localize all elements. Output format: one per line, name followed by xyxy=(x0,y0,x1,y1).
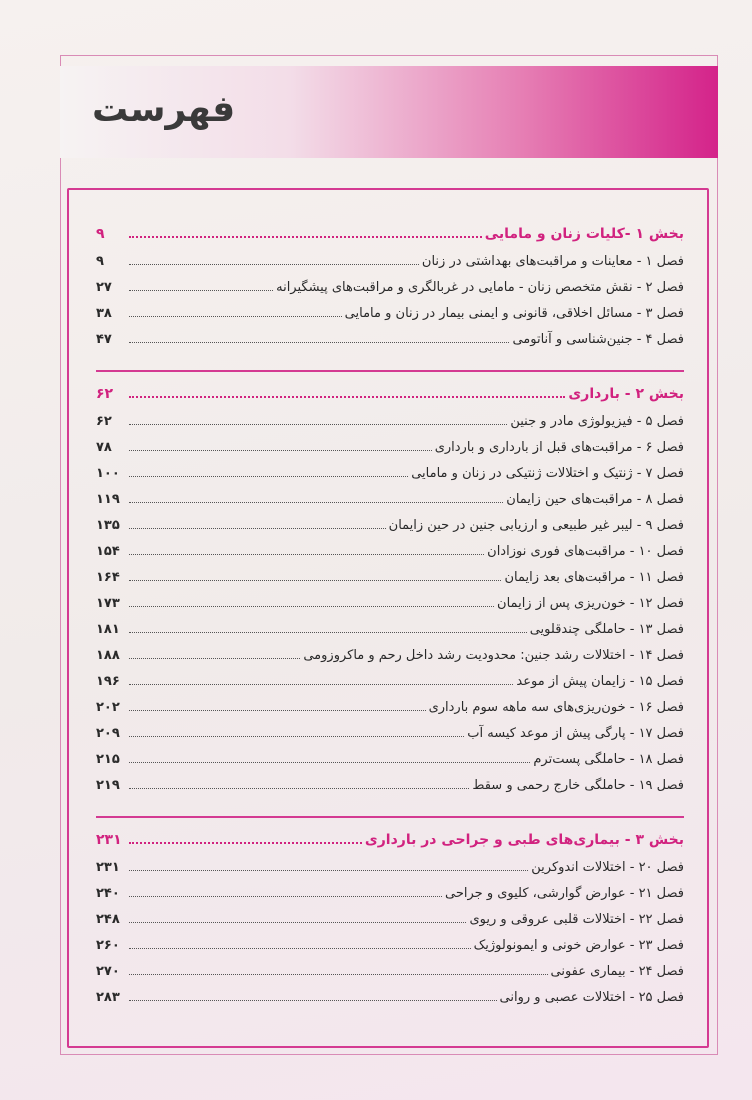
chapter-page: ۲۳۱ xyxy=(96,860,120,875)
toc-entry[interactable] xyxy=(96,596,684,622)
toc-entry[interactable] xyxy=(96,860,684,886)
toc-entry[interactable] xyxy=(96,700,684,726)
toc-entry[interactable] xyxy=(96,726,684,752)
dot-leader xyxy=(129,870,528,871)
toc-entry[interactable] xyxy=(96,544,684,570)
chapter-title: فصل ۱۱ - مراقبت‌های بعد زایمان xyxy=(504,570,684,585)
toc-entry[interactable] xyxy=(96,440,684,466)
chapter-title: فصل ۱۸ - حاملگی پست‌ترم xyxy=(533,752,684,767)
chapter-page: ۲۶۰ xyxy=(96,938,120,953)
chapter-title: فصل ۲ - نقش متخصص زنان - مامایی در غربالگری و مراقبت‌های پیشگیرانه xyxy=(276,280,684,295)
dot-leader xyxy=(129,396,565,398)
chapter-page: ۲۴۸ xyxy=(96,912,120,927)
dot-leader xyxy=(129,554,484,555)
chapter-page: ۱۵۴ xyxy=(96,544,120,559)
dot-leader xyxy=(129,476,408,477)
chapter-page: ۷۸ xyxy=(96,440,112,455)
chapter-page: ۴۷ xyxy=(96,332,112,347)
chapter-title: فصل ۳ - مسائل اخلاقی، قانونی و ایمنی بیمار در زنان و مامایی xyxy=(344,306,684,321)
chapter-title: فصل ۴ - جنین‌شناسی و آناتومی xyxy=(512,332,684,347)
chapter-page: ۲۱۵ xyxy=(96,752,120,767)
dot-leader xyxy=(129,710,426,711)
toc-entry[interactable] xyxy=(96,570,684,596)
chapter-title: فصل ۶ - مراقبت‌های قبل از بارداری و بارداری xyxy=(434,440,684,455)
chapter-page: ۲۸۳ xyxy=(96,990,120,1005)
chapter-title: فصل ۸ - مراقبت‌های حین زایمان xyxy=(506,492,684,507)
dot-leader xyxy=(129,658,300,659)
toc-entry[interactable] xyxy=(96,492,684,518)
chapter-title: فصل ۷ - ژنتیک و اختلالات ژنتیکی در زنان و مامایی xyxy=(411,466,684,481)
dot-leader xyxy=(129,632,527,633)
section-page: ۶۲ xyxy=(96,386,114,402)
toc-entry[interactable] xyxy=(96,332,684,358)
chapter-page: ۱۷۳ xyxy=(96,596,120,611)
toc-entry[interactable] xyxy=(96,306,684,332)
chapter-page: ۱۹۶ xyxy=(96,674,120,689)
dot-leader xyxy=(129,424,507,425)
toc-entry[interactable] xyxy=(96,964,684,990)
chapter-page: ۱۱۹ xyxy=(96,492,120,507)
chapter-title: فصل ۹ - لیبر غیر طبیعی و ارزیابی جنین در حین زایمان xyxy=(388,518,684,533)
toc-entry[interactable] xyxy=(96,912,684,938)
toc-entry[interactable] xyxy=(96,280,684,306)
dot-leader xyxy=(129,264,419,265)
chapter-page: ۳۸ xyxy=(96,306,112,321)
chapter-page: ۱۸۱ xyxy=(96,622,120,637)
toc-entry[interactable] xyxy=(96,938,684,964)
chapter-page: ۲۴۰ xyxy=(96,886,120,901)
dot-leader xyxy=(129,788,469,789)
dot-leader xyxy=(129,236,482,238)
section-title: بخش ۲ - بارداری xyxy=(568,386,684,402)
toc-entry[interactable] xyxy=(96,254,684,280)
toc-entry[interactable] xyxy=(96,466,684,492)
dot-leader xyxy=(129,922,466,923)
chapter-title: فصل ۱۴ - اختلالات رشد جنین: محدودیت رشد داخل رحم و ماکروزومی xyxy=(303,648,684,663)
dot-leader xyxy=(129,684,513,685)
section-title: بخش ۳ - بیماری‌های طبی و جراحی در بارداری xyxy=(364,832,684,848)
dot-leader xyxy=(129,580,501,581)
chapter-page: ۲۷۰ xyxy=(96,964,120,979)
dot-leader xyxy=(129,842,362,844)
section-heading[interactable] xyxy=(96,386,684,414)
page-title: فهرست xyxy=(92,89,236,130)
chapter-title: فصل ۲۰ - اختلالات اندوکرین xyxy=(531,860,684,875)
section-page: ۹ xyxy=(96,226,105,242)
chapter-page: ۲۷ xyxy=(96,280,112,295)
chapter-title: فصل ۲۳ - عوارض خونی و ایمونولوژیک xyxy=(473,938,684,953)
chapter-page: ۲۰۲ xyxy=(96,700,120,715)
chapter-page: ۱۸۸ xyxy=(96,648,120,663)
chapter-title: فصل ۲۴ - بیماری عفونی xyxy=(550,964,684,979)
chapter-title: فصل ۱ - معاینات و مراقبت‌های بهداشتی در زنان xyxy=(421,254,684,269)
chapter-title: فصل ۲۱ - عوارض گوارشی، کلیوی و جراحی xyxy=(445,886,684,901)
dot-leader xyxy=(129,316,342,317)
chapter-title: فصل ۲۵ - اختلالات عصبی و روانی xyxy=(499,990,684,1005)
section-page: ۲۳۱ xyxy=(96,832,122,848)
dot-leader xyxy=(129,502,503,503)
dot-leader xyxy=(129,762,530,763)
dot-leader xyxy=(129,974,548,975)
section-heading[interactable] xyxy=(96,832,684,860)
dot-leader xyxy=(129,450,432,451)
chapter-title: فصل ۱۰ - مراقبت‌های فوری نوزادان xyxy=(487,544,684,559)
chapter-page: ۹ xyxy=(96,254,104,269)
toc-entry[interactable] xyxy=(96,990,684,1016)
toc-entry[interactable] xyxy=(96,778,684,804)
section-divider xyxy=(96,816,684,818)
chapter-page: ۱۳۵ xyxy=(96,518,120,533)
toc-entry[interactable] xyxy=(96,414,684,440)
dot-leader xyxy=(129,528,386,529)
chapter-title: فصل ۱۵ - زایمان پیش از موعد xyxy=(516,674,684,689)
chapter-page: ۲۰۹ xyxy=(96,726,120,741)
chapter-page: ۶۲ xyxy=(96,414,112,429)
chapter-title: فصل ۵ - فیزیولوژی مادر و جنین xyxy=(510,414,684,429)
dot-leader xyxy=(129,342,509,343)
toc-entry[interactable] xyxy=(96,752,684,778)
toc-entry[interactable] xyxy=(96,622,684,648)
dot-leader xyxy=(129,1000,497,1001)
chapter-title: فصل ۱۳ - حاملگی چندقلویی xyxy=(529,622,684,637)
table-of-contents xyxy=(96,226,684,1016)
chapter-title: فصل ۲۲ - اختلالات قلبی عروقی و ریوی xyxy=(469,912,684,927)
chapter-title: فصل ۱۹ - حاملگی خارج رحمی و سقط xyxy=(472,778,684,793)
chapter-title: فصل ۱۷ - پارگی پیش از موعد کیسه آب xyxy=(467,726,684,741)
dot-leader xyxy=(129,290,273,291)
chapter-page: ۱۰۰ xyxy=(96,466,120,481)
toc-entry[interactable] xyxy=(96,674,684,700)
toc-entry[interactable] xyxy=(96,648,684,674)
chapter-title: فصل ۱۲ - خون‌ریزی پس از زایمان xyxy=(497,596,684,611)
toc-entry[interactable] xyxy=(96,886,684,912)
dot-leader xyxy=(129,606,494,607)
section-heading[interactable] xyxy=(96,226,684,254)
chapter-title: فصل ۱۶ - خون‌ریزی‌های سه ماهه سوم بارداری xyxy=(428,700,684,715)
dot-leader xyxy=(129,736,464,737)
toc-entry[interactable] xyxy=(96,518,684,544)
dot-leader xyxy=(129,896,442,897)
section-title: بخش ۱ -کلیات زنان و مامایی xyxy=(484,226,684,242)
chapter-page: ۲۱۹ xyxy=(96,778,120,793)
chapter-page: ۱۶۴ xyxy=(96,570,120,585)
section-divider xyxy=(96,370,684,372)
dot-leader xyxy=(129,948,471,949)
